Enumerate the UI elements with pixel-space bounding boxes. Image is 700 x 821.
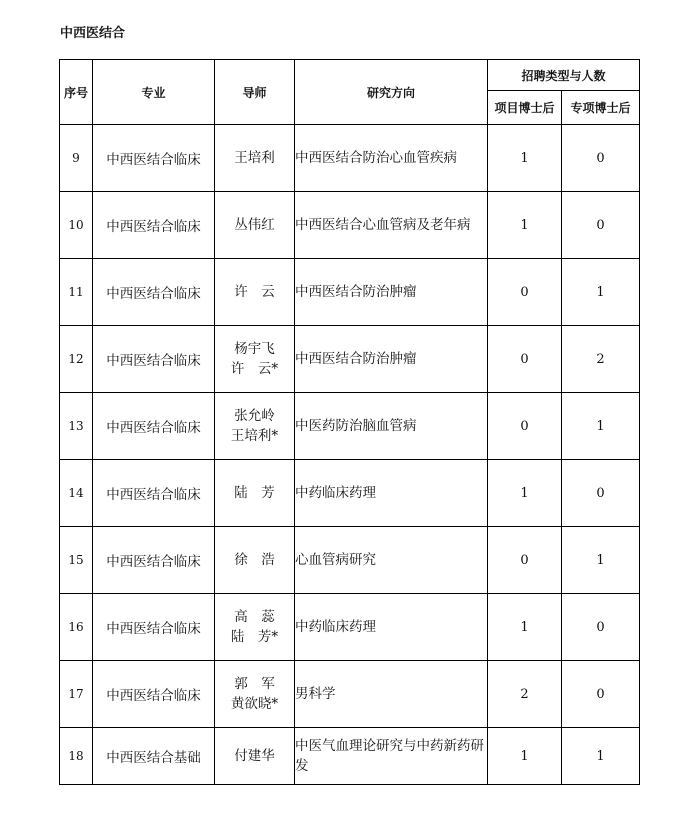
cell-special-postdoc: 0 (562, 661, 640, 728)
table-row (60, 259, 640, 326)
tutor-name: 付建华 (234, 748, 275, 764)
cell-direction: 心血管病研究 (295, 527, 488, 594)
cell-seq: 12 (60, 326, 93, 393)
tutor-name: 许 云 (234, 284, 275, 300)
header-direction: 研究方向 (295, 60, 488, 125)
tutor-name: 丛伟红 (234, 217, 275, 233)
tutor-name: 郭 军 (234, 676, 275, 692)
cell-project-postdoc: 1 (488, 192, 562, 259)
cell-project-postdoc: 1 (488, 460, 562, 527)
cell-direction: 中西医结合心血管病及老年病 (295, 192, 488, 259)
section-title: 中西医结合 (60, 26, 126, 41)
cell-direction: 中西医结合防治肿瘤 (295, 326, 488, 393)
cell-direction: 中西医结合防治心血管疾病 (295, 125, 488, 192)
header-recruit: 招聘类型与人数 (488, 60, 640, 91)
tutor-name: 黄欲晓* (230, 696, 279, 712)
cell-major: 中西医结合临床 (93, 326, 215, 393)
cell-project-postdoc: 2 (488, 661, 562, 728)
tutor-name: 王培利* (230, 428, 279, 444)
cell-major: 中西医结合临床 (93, 192, 215, 259)
cell-tutor (215, 460, 295, 527)
cell-project-postdoc: 1 (488, 728, 562, 785)
cell-tutor (215, 661, 295, 728)
cell-tutor (215, 326, 295, 393)
header-special-postdoc: 专项博士后 (562, 91, 640, 125)
table-row (60, 527, 640, 594)
cell-tutor (215, 594, 295, 661)
recruitment-table (59, 59, 640, 785)
tutor-name: 陆 芳* (230, 629, 279, 645)
cell-special-postdoc: 0 (562, 594, 640, 661)
table-row (60, 460, 640, 527)
header-tutor: 导师 (215, 60, 295, 125)
tutor-name: 许 云* (230, 361, 279, 377)
cell-special-postdoc: 0 (562, 460, 640, 527)
table-row (60, 594, 640, 661)
cell-major: 中西医结合基础 (93, 728, 215, 785)
cell-major: 中西医结合临床 (93, 259, 215, 326)
cell-direction: 中药临床药理 (295, 460, 488, 527)
cell-tutor (215, 192, 295, 259)
cell-special-postdoc: 0 (562, 192, 640, 259)
table-row (60, 125, 640, 192)
cell-tutor (215, 125, 295, 192)
cell-seq: 16 (60, 594, 93, 661)
header-seq: 序号 (60, 60, 93, 125)
header-project-postdoc: 项目博士后 (488, 91, 562, 125)
tutor-name: 王培利 (234, 150, 275, 166)
cell-major: 中西医结合临床 (93, 125, 215, 192)
cell-project-postdoc: 0 (488, 527, 562, 594)
cell-special-postdoc: 2 (562, 326, 640, 393)
table-row (60, 728, 640, 785)
cell-major: 中西医结合临床 (93, 527, 215, 594)
cell-seq: 13 (60, 393, 93, 460)
tutor-name: 高 蕊 (234, 609, 275, 625)
cell-tutor (215, 527, 295, 594)
tutor-name: 张允岭 (234, 408, 275, 424)
cell-direction: 男科学 (295, 661, 488, 728)
cell-project-postdoc: 0 (488, 326, 562, 393)
cell-seq: 17 (60, 661, 93, 728)
cell-special-postdoc: 1 (562, 728, 640, 785)
cell-direction: 中药临床药理 (295, 594, 488, 661)
table-row (60, 326, 640, 393)
table-row (60, 393, 640, 460)
tutor-name: 杨宇飞 (234, 341, 275, 357)
cell-special-postdoc: 1 (562, 527, 640, 594)
cell-project-postdoc: 1 (488, 594, 562, 661)
cell-tutor (215, 728, 295, 785)
cell-project-postdoc: 0 (488, 259, 562, 326)
cell-special-postdoc: 0 (562, 125, 640, 192)
table-body (60, 125, 640, 785)
cell-major: 中西医结合临床 (93, 393, 215, 460)
cell-special-postdoc: 1 (562, 259, 640, 326)
tutor-name: 徐 浩 (234, 552, 275, 568)
cell-major: 中西医结合临床 (93, 594, 215, 661)
cell-project-postdoc: 0 (488, 393, 562, 460)
cell-direction: 中医气血理论研究与中药新药研发 (295, 728, 488, 785)
cell-major: 中西医结合临床 (93, 661, 215, 728)
cell-project-postdoc: 1 (488, 125, 562, 192)
cell-major: 中西医结合临床 (93, 460, 215, 527)
table-row (60, 192, 640, 259)
cell-tutor (215, 259, 295, 326)
cell-seq: 9 (60, 125, 93, 192)
table-row (60, 661, 640, 728)
cell-tutor (215, 393, 295, 460)
cell-seq: 11 (60, 259, 93, 326)
cell-seq: 10 (60, 192, 93, 259)
cell-seq: 14 (60, 460, 93, 527)
cell-special-postdoc: 1 (562, 393, 640, 460)
tutor-name: 陆 芳 (234, 485, 275, 501)
cell-seq: 15 (60, 527, 93, 594)
cell-seq: 18 (60, 728, 93, 785)
cell-direction: 中西医结合防治肿瘤 (295, 259, 488, 326)
header-major: 专业 (93, 60, 215, 125)
cell-direction: 中医药防治脑血管病 (295, 393, 488, 460)
